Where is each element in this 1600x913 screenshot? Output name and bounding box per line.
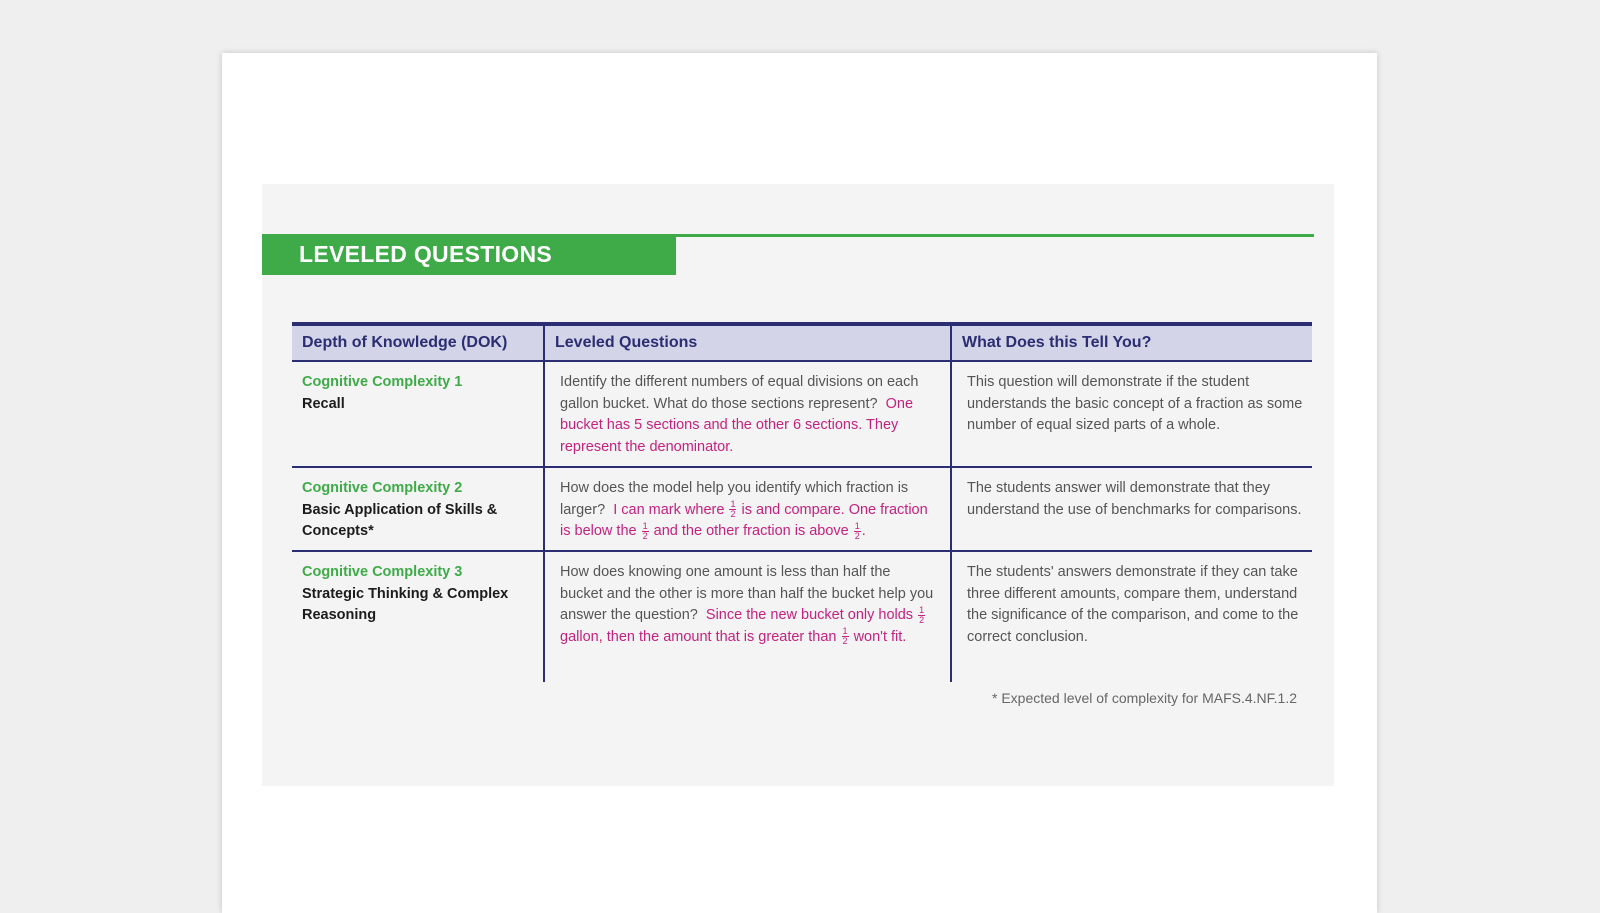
table-row (292, 468, 1312, 552)
question-cell (543, 362, 950, 466)
table-row (292, 362, 1312, 468)
answer-text: Since the new bucket only holds $\frac{1}{2}$ gallon, then the amount that is greater than $\frac{1}{2}$ won't fit. (560, 604, 925, 647)
title-rule (676, 234, 1314, 237)
dok-cell (292, 362, 543, 466)
question-text: Identify the different numbers of equal divisions on each gallon bucket. What do those sections represent? (560, 374, 919, 412)
content-panel (262, 184, 1334, 786)
answer-text: One bucket has 5 sections and the other 6 sections. They represent the denominator. (560, 395, 914, 455)
complexity-level: Cognitive Complexity 1 (302, 374, 463, 390)
document-page (222, 53, 1377, 913)
table-row (292, 552, 1312, 682)
fraction-half: $\frac{1}{2}$ (642, 520, 648, 541)
header-tell: What Does this Tell You? (950, 326, 1312, 360)
question-text: How does knowing one amount is less than half the bucket and the other is more than half the bucket help you answer the question? (560, 564, 934, 623)
tell-cell: The students' answers demonstrate if they can take three different amounts, compare them, understand the significance of the comparison, and come to the correct conclusion. (950, 552, 1312, 682)
complexity-level: Cognitive Complexity 2 (302, 480, 463, 496)
section-title: LEVELED QUESTIONS (262, 234, 676, 275)
footnote: * Expected level of complexity for MAFS.4.NF.1.2 (991, 690, 1297, 706)
table-header-row (292, 326, 1312, 362)
fraction-half: $\frac{1}{2}$ (842, 626, 848, 647)
complexity-description: Strategic Thinking & Complex Reasoning (302, 585, 509, 623)
complexity-level: Cognitive Complexity 3 (302, 564, 463, 580)
question-cell (543, 552, 950, 682)
fraction-half: $\frac{1}{2}$ (854, 520, 860, 541)
complexity-description: Basic Application of Skills & Concepts* (302, 501, 498, 539)
dok-cell (292, 468, 543, 550)
leveled-questions-table (292, 322, 1312, 682)
question-cell (543, 468, 950, 550)
complexity-description: Recall (302, 395, 345, 412)
header-dok: Depth of Knowledge (DOK) (302, 334, 508, 351)
header-questions: Leveled Questions (543, 326, 950, 360)
answer-text: I can mark where $\frac{1}{2}$ is and compare. One fraction is below the $\frac{1}{2}$ and the other fraction is above $\frac{1}{2}$ . (560, 499, 928, 541)
fraction-half: $\frac{1}{2}$ (919, 604, 925, 625)
tell-cell: The students answer will demonstrate that they understand the use of benchmarks for comparisons. (950, 468, 1312, 550)
fraction-half: $\frac{1}{2}$ (730, 499, 736, 520)
dok-cell (292, 552, 543, 682)
tell-cell: This question will demonstrate if the student understands the basic concept of a fraction as some number of equal sized parts of a whole. (950, 362, 1312, 466)
question-text: How does the model help you identify which fraction is larger? (560, 480, 909, 518)
